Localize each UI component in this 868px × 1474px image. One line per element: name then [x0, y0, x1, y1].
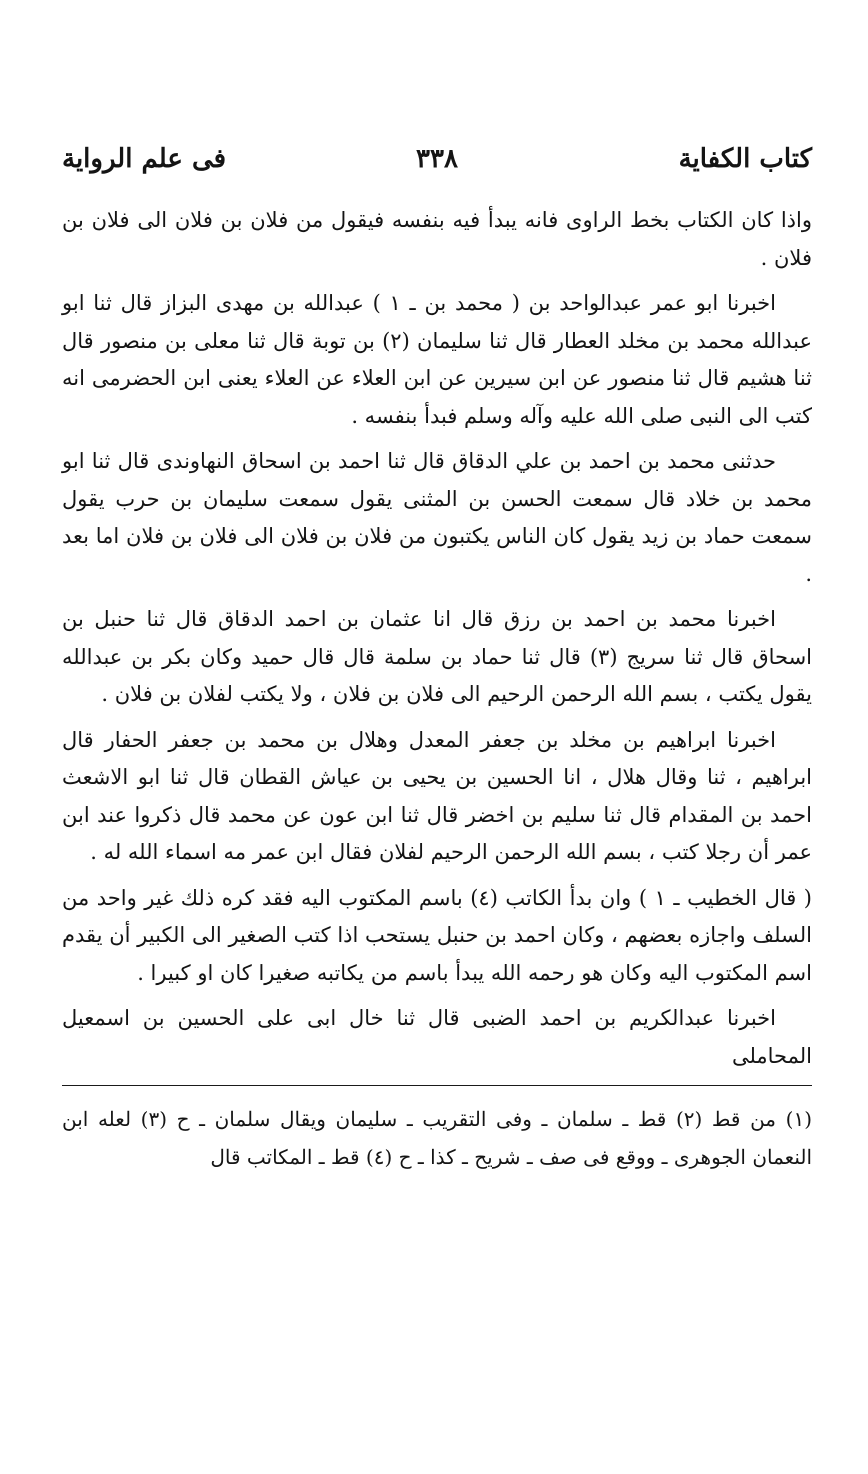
- book-title-header: كتاب الكفاية: [678, 144, 812, 174]
- footnotes: [62, 1100, 812, 1176]
- paragraph: حدثنى محمد بن احمد بن علي الدقاق قال ثنا احمد بن اسحاق النهاوندى قال ثنا ابو محمد بن خلاد قال سمعت الحسن بن المثنى يقول سمعت سليمان بن حرب يقول سمعت حماد بن زيد يقول كان الناس يكتبون من فلان بن فلان الى فلان بن فلان اما بعد .: [62, 449, 812, 586]
- footnote-divider: [62, 1085, 812, 1086]
- paragraph: اخبرنا ابو عمر عبدالواحد بن ( محمد بن ـ ١ ) عبدالله بن مهدى البزاز قال ثنا ابو عبدالله محمد بن مخلد العطار قال ثنا سليمان (٢) بن توبة قال ثنا معلى بن منصور قال ثنا هشيم قال ثنا منصور عن ابن سيرين عن ابن العلاء عن العلاء يعنى ابن الحضرمى انه كتب الى النبى صلى الله عليه وآله وسلم فبدأ بنفسه .: [62, 291, 812, 428]
- page-number: ٣٣٨: [416, 144, 458, 174]
- paragraph: اخبرنا محمد بن احمد بن رزق قال انا عثمان بن احمد الدقاق قال ثنا حنبل بن اسحاق قال ثنا سريج (٣) قال ثنا حماد بن سلمة قال قال حميد وكان بكر بن عبدالله يقول يكتب ، بسم الله الرحمن الرحيم الى فلان بن فلان ، ولا يكتب لفلان بن فلان .: [62, 607, 812, 706]
- book-page: [62, 140, 812, 1176]
- book-subtitle-header: فى علم الرواية: [62, 144, 227, 174]
- main-text: [62, 202, 812, 1075]
- paragraph: اخبرنا عبدالكريم بن احمد الضبى قال ثنا خال ابى على الحسين بن اسمعيل المحاملى: [62, 1006, 812, 1068]
- paragraph: اخبرنا ابراهيم بن مخلد بن جعفر المعدل وهلال بن محمد بن جعفر الحفار قال ابراهيم ، ثنا وقال هلال ، انا الحسين بن يحيى بن عياش القطان قال ثنا ابو الاشعث احمد بن المقدام قال ثنا سليم بن اخضر قال ثنا ابن عون عن محمد قال ذكروا عند ابن عمر أن رجلا كتب ، بسم الله الرحمن الرحيم لفلان فقال ابن عمر مه اسماء الله له .: [62, 727, 812, 864]
- paragraph: ( قال الخطيب ـ ١ ) وان بدأ الكاتب (٤) باسم المكتوب اليه فقد كره ذلك غير واحد من السلف واجازه بعضهم ، وكان احمد بن حنبل يستحب اذا كتب الصغير الى الكبير أن يقدم اسم المكتوب اليه وكان هو رحمه الله يبدأ باسم من يكاتبه صغيرا كان او كبيرا .: [62, 885, 812, 985]
- footnote-text: (١) من قط (٢) قط ـ سلمان ـ وفى التقريب ـ سليمان ويقال سلمان ـ ح (٣) لعله ابن النعمان الجوهرى ـ ووقع فى صف ـ شريح ـ كذا ـ ح (٤) قط ـ المكاتب قال: [62, 1107, 812, 1169]
- paragraph: واذا كان الكتاب بخط الراوى فانه يبدأ فيه بنفسه فيقول من فلان بن فلان الى فلان بن فلان .: [62, 208, 812, 270]
- running-header: [62, 140, 812, 202]
